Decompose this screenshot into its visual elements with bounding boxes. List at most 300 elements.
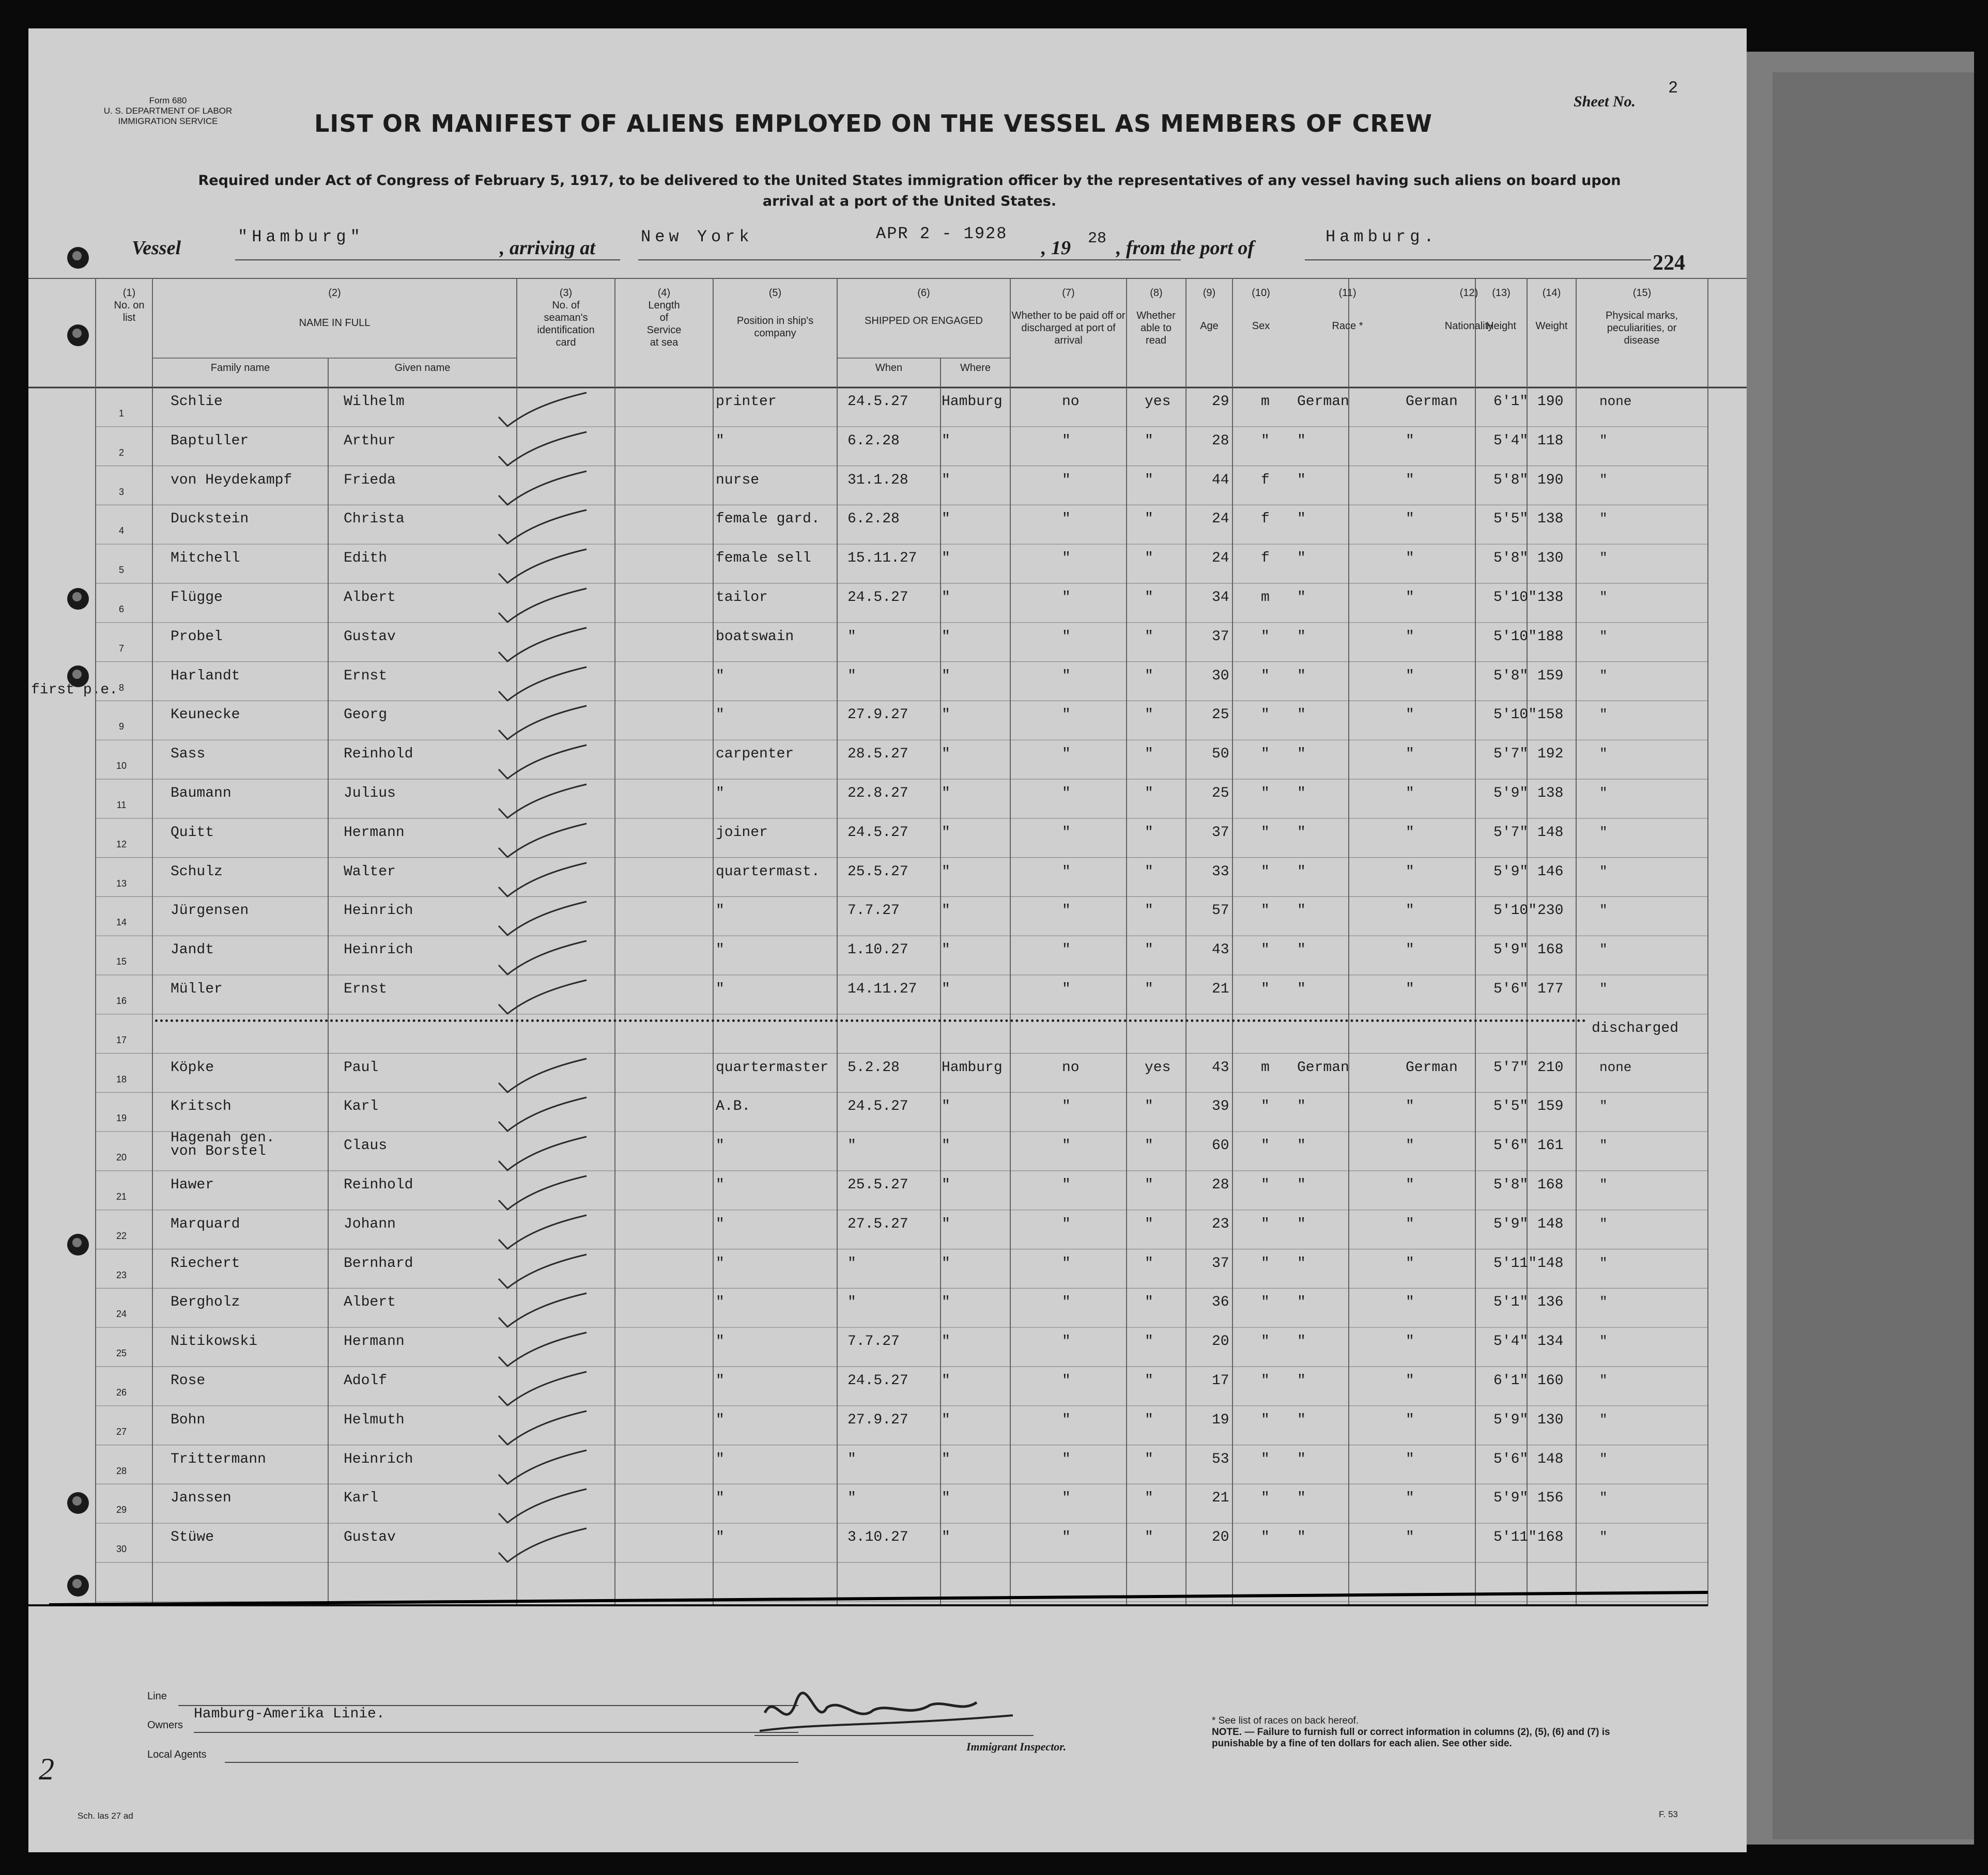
given-name: Karl — [344, 1490, 379, 1507]
height: 5'9" — [1493, 863, 1529, 880]
family-name: Bergholz — [171, 1294, 240, 1311]
check-mark — [496, 1134, 594, 1175]
position: " — [716, 903, 725, 919]
paid-off: " — [1062, 942, 1071, 958]
position: " — [716, 1529, 725, 1546]
height: 6'1" — [1493, 1373, 1529, 1389]
shipped-where: " — [942, 511, 950, 528]
from-label: , from the port of — [1116, 237, 1255, 259]
position: " — [716, 1334, 725, 1350]
position: " — [716, 785, 725, 801]
race: " — [1297, 628, 1306, 645]
shipped-where: " — [942, 903, 950, 919]
given-name: Gustav — [344, 1529, 396, 1546]
physical-marks: " — [1599, 981, 1608, 997]
race: " — [1297, 472, 1306, 488]
paid-off: " — [1062, 432, 1071, 449]
race: " — [1297, 1294, 1306, 1311]
age: 29 — [1212, 394, 1229, 410]
row-number: 7 — [118, 643, 124, 654]
race: " — [1297, 1138, 1306, 1154]
shipped-when: 28.5.27 — [847, 746, 908, 763]
shipped-where: " — [942, 1294, 950, 1311]
row-number: 13 — [116, 878, 127, 889]
local-agents-label: Local Agents — [147, 1749, 207, 1760]
shipped-where: " — [942, 746, 950, 763]
family-name: Schulz — [171, 863, 223, 880]
col2-given-header: Given name — [394, 362, 451, 374]
shipped-where: " — [942, 550, 950, 567]
position: " — [716, 1294, 725, 1311]
age: 17 — [1212, 1373, 1229, 1389]
age: 28 — [1212, 1177, 1229, 1193]
age: 37 — [1212, 628, 1229, 645]
shipped-when: 14.11.27 — [847, 981, 917, 997]
row-number: 15 — [116, 956, 127, 967]
nationality: " — [1406, 1373, 1414, 1389]
col6-where-header: Where — [960, 362, 991, 374]
owners-label: Owners — [147, 1719, 183, 1731]
row-number: 25 — [116, 1348, 127, 1359]
age: 25 — [1212, 707, 1229, 723]
weight: 190 — [1537, 472, 1564, 488]
row-number: 8 — [118, 682, 124, 693]
nationality: " — [1406, 824, 1414, 841]
row-number: 9 — [118, 721, 124, 732]
year-suffix: 28 — [1088, 230, 1107, 247]
given-name: Hermann — [344, 1334, 405, 1350]
paid-off: " — [1062, 628, 1071, 645]
position: " — [716, 668, 725, 684]
nationality: " — [1406, 1334, 1414, 1350]
height: 5'4" — [1493, 1334, 1529, 1350]
row-number: 22 — [116, 1230, 127, 1241]
weight: 130 — [1537, 550, 1564, 567]
age: 23 — [1212, 1216, 1229, 1232]
sex: " — [1261, 1098, 1270, 1115]
age: 20 — [1212, 1334, 1229, 1350]
height: 5'8" — [1493, 668, 1529, 684]
shipped-when: 27.5.27 — [847, 1216, 908, 1232]
paid-off: " — [1062, 511, 1071, 528]
shipped-when: 5.2.28 — [847, 1059, 900, 1076]
age: 20 — [1212, 1529, 1229, 1546]
paid-off: " — [1062, 1255, 1071, 1272]
check-mark — [496, 860, 594, 902]
col1-header: (1) No. on list — [114, 287, 145, 323]
weight: 168 — [1537, 1177, 1564, 1193]
age: 50 — [1212, 746, 1229, 763]
given-name: Walter — [344, 863, 396, 880]
line-label: Line — [147, 1691, 167, 1702]
age: 37 — [1212, 824, 1229, 841]
physical-marks: " — [1599, 432, 1608, 448]
shipped-where: " — [942, 863, 950, 880]
given-name: Wilhelm — [344, 394, 405, 410]
physical-marks: " — [1599, 785, 1608, 801]
vessel-name: "Hamburg" — [238, 227, 364, 246]
weight: 148 — [1537, 1451, 1564, 1467]
vessel-line — [132, 224, 1749, 269]
nationality: German — [1406, 394, 1458, 410]
height: 5'7" — [1493, 746, 1529, 763]
row-number: 27 — [116, 1426, 127, 1437]
race: " — [1297, 1373, 1306, 1389]
col8-header: (8) Whether able to read — [1136, 287, 1176, 346]
physical-marks: " — [1599, 511, 1608, 527]
height: 5'6" — [1493, 1138, 1529, 1154]
sex: f — [1261, 472, 1270, 488]
nationality: " — [1406, 550, 1414, 567]
able-to-read: " — [1145, 472, 1153, 488]
family-name: Rose — [171, 1373, 206, 1389]
given-name: Christa — [344, 511, 405, 528]
sex: " — [1261, 1412, 1270, 1428]
position: " — [716, 707, 725, 723]
col12-header: (12) Nationality — [1444, 287, 1493, 332]
position: printer — [716, 394, 777, 410]
row-number: 19 — [116, 1113, 127, 1124]
sex: " — [1261, 863, 1270, 880]
shipped-where: " — [942, 472, 950, 488]
physical-marks: " — [1599, 903, 1608, 919]
shipped-when: 6.2.28 — [847, 432, 900, 449]
paid-off: no — [1062, 1059, 1080, 1076]
position: " — [716, 1412, 725, 1428]
check-mark — [496, 390, 594, 431]
weight: 148 — [1537, 1216, 1564, 1232]
row-number: 16 — [116, 996, 127, 1006]
given-name: Johann — [344, 1216, 396, 1232]
able-to-read: " — [1145, 1098, 1153, 1115]
age: 33 — [1212, 863, 1229, 880]
able-to-read: " — [1145, 981, 1153, 997]
col11-header: (11) Race * — [1332, 287, 1363, 332]
given-name: Georg — [344, 707, 388, 723]
position: female sell — [716, 550, 811, 567]
check-mark — [496, 1330, 594, 1371]
check-mark — [496, 1252, 594, 1293]
physical-marks: " — [1599, 1529, 1608, 1545]
family-name: Baumann — [171, 785, 232, 801]
col15-header: (15) Physical marks, peculiarities, or disease — [1605, 287, 1678, 346]
age: 24 — [1212, 511, 1229, 528]
check-mark — [496, 1408, 594, 1450]
shipped-when: 7.7.27 — [847, 1334, 900, 1350]
row-number: 5 — [118, 565, 124, 576]
position: " — [716, 1255, 725, 1272]
nationality: " — [1406, 1098, 1414, 1115]
shipped-when: 1.10.27 — [847, 942, 908, 958]
given-name: Arthur — [344, 432, 396, 449]
check-mark — [496, 507, 594, 549]
paid-off: " — [1062, 1373, 1071, 1389]
sex: m — [1261, 394, 1270, 410]
family-name: Baptuller — [171, 432, 249, 449]
shipped-when: " — [847, 1138, 856, 1154]
able-to-read: " — [1145, 903, 1153, 919]
height: 5'7" — [1493, 824, 1529, 841]
row-number: 17 — [116, 1034, 127, 1045]
nationality: " — [1406, 668, 1414, 684]
able-to-read: " — [1145, 1412, 1153, 1428]
able-to-read: " — [1145, 1294, 1153, 1311]
height: 5'9" — [1493, 942, 1529, 958]
form-identifier: Form 680 U. S. DEPARTMENT OF LABOR IMMIGRATION SERVICE — [103, 96, 233, 126]
given-name: Helmuth — [344, 1412, 405, 1428]
shipped-when: 27.9.27 — [847, 707, 908, 723]
date-stamp: APR 2 - 1928 — [876, 224, 1008, 243]
paid-off: " — [1062, 785, 1071, 801]
shipped-when: 24.5.27 — [847, 394, 908, 410]
row-number: 14 — [116, 917, 127, 928]
check-mark — [496, 899, 594, 940]
physical-marks: " — [1599, 590, 1608, 605]
position: " — [716, 942, 725, 958]
paid-off: " — [1062, 1294, 1071, 1311]
age: 28 — [1212, 432, 1229, 449]
physical-marks: " — [1599, 824, 1608, 840]
weight: 146 — [1537, 863, 1564, 880]
check-mark — [496, 1526, 594, 1567]
sex: f — [1261, 511, 1270, 528]
race: " — [1297, 511, 1306, 528]
able-to-read: " — [1145, 511, 1153, 528]
shipped-when: 24.5.27 — [847, 590, 908, 606]
able-to-read: " — [1145, 863, 1153, 880]
nationality: " — [1406, 511, 1414, 528]
scan-mark: 2 — [39, 1752, 54, 1786]
family-name: Schlie — [171, 394, 223, 410]
paid-off: " — [1062, 1177, 1071, 1193]
check-mark — [496, 1056, 594, 1097]
weight: 210 — [1537, 1059, 1564, 1076]
age: 39 — [1212, 1098, 1229, 1115]
check-mark — [496, 1173, 594, 1215]
family-name: Flügge — [171, 590, 223, 606]
sex: " — [1261, 785, 1270, 801]
age: 60 — [1212, 1138, 1229, 1154]
shipped-where: " — [942, 1412, 950, 1428]
sch-code: Sch. las 27 ad — [78, 1811, 133, 1821]
sex: " — [1261, 1177, 1270, 1193]
sex: " — [1261, 1294, 1270, 1311]
position: nurse — [716, 472, 760, 488]
shipped-when: 24.5.27 — [847, 824, 908, 841]
height: 6'1" — [1493, 394, 1529, 410]
race: " — [1297, 785, 1306, 801]
check-mark — [496, 703, 594, 745]
strike-through-line — [155, 1019, 1586, 1022]
weight: 168 — [1537, 1529, 1564, 1546]
shipped-when: " — [847, 1255, 856, 1272]
shipped-where: " — [942, 1490, 950, 1507]
nationality: " — [1406, 1177, 1414, 1193]
shipped-when: 7.7.27 — [847, 903, 900, 919]
col5-header: (5) Position in ship's company — [736, 287, 814, 339]
sex: " — [1261, 1490, 1270, 1507]
col6-header: (6) SHIPPED OR ENGAGED — [865, 287, 983, 327]
height: 5'4" — [1493, 432, 1529, 449]
shipped-where: " — [942, 824, 950, 841]
physical-marks: none — [1599, 394, 1632, 409]
race: " — [1297, 432, 1306, 449]
weight: 156 — [1537, 1490, 1564, 1507]
shipped-where: " — [942, 1255, 950, 1272]
age: 30 — [1212, 668, 1229, 684]
row-number: 6 — [118, 604, 124, 614]
shipped-when: " — [847, 1451, 856, 1467]
shipped-where: " — [942, 942, 950, 958]
able-to-read: " — [1145, 1216, 1153, 1232]
row-number: 10 — [116, 761, 127, 771]
check-mark — [496, 821, 594, 862]
shipped-when: 27.9.27 — [847, 1412, 908, 1428]
race: " — [1297, 1255, 1306, 1272]
position: " — [716, 1177, 725, 1193]
weight: 159 — [1537, 668, 1564, 684]
race: " — [1297, 1216, 1306, 1232]
shipped-when: " — [847, 668, 856, 684]
nationality: " — [1406, 942, 1414, 958]
paid-off: " — [1062, 981, 1071, 997]
physical-marks: " — [1599, 1138, 1608, 1154]
family-name: Janssen — [171, 1490, 232, 1507]
family-name: Sass — [171, 746, 206, 763]
height: 5'1" — [1493, 1294, 1529, 1311]
physical-marks: " — [1599, 942, 1608, 958]
able-to-read: " — [1145, 1138, 1153, 1154]
col10-header: (10) Sex — [1252, 287, 1270, 332]
owners-value: Hamburg-Amerika Linie. — [194, 1706, 385, 1722]
given-name: Ernst — [344, 981, 388, 997]
able-to-read: " — [1145, 628, 1153, 645]
given-name: Heinrich — [344, 1451, 413, 1467]
family-name: Hawer — [171, 1177, 214, 1193]
physical-marks: " — [1599, 1098, 1608, 1114]
shipped-when: 3.10.27 — [847, 1529, 908, 1546]
height: 5'5" — [1493, 511, 1529, 528]
shipped-where: " — [942, 1138, 950, 1154]
weight: 161 — [1537, 1138, 1564, 1154]
check-mark — [496, 1448, 594, 1489]
able-to-read: " — [1145, 668, 1153, 684]
family-name: von Heydekampf — [171, 472, 292, 488]
check-mark — [496, 1095, 594, 1136]
family-name: Duckstein — [171, 511, 249, 528]
shipped-when: " — [847, 1490, 856, 1507]
sex: " — [1261, 432, 1270, 449]
given-name: Adolf — [344, 1373, 388, 1389]
race: " — [1297, 746, 1306, 763]
weight: 148 — [1537, 1255, 1564, 1272]
position: tailor — [716, 590, 768, 606]
position: " — [716, 981, 725, 997]
race: " — [1297, 942, 1306, 958]
physical-marks: " — [1599, 1216, 1608, 1232]
given-name: Hermann — [344, 824, 405, 841]
race: " — [1297, 550, 1306, 567]
age: 43 — [1212, 1059, 1229, 1076]
race: " — [1297, 1098, 1306, 1115]
family-name: Kritsch — [171, 1098, 232, 1115]
shipped-where: Hamburg — [942, 394, 1003, 410]
paid-off: " — [1062, 746, 1071, 763]
height: 5'9" — [1493, 1216, 1529, 1232]
weight: 136 — [1537, 1294, 1564, 1311]
shipped-where: Hamburg — [942, 1059, 1003, 1076]
col4-header: (4) Length of Service at sea — [646, 287, 682, 348]
shipped-when: 6.2.28 — [847, 511, 900, 528]
row-number: 20 — [116, 1152, 127, 1163]
immigrant-inspector-label: Immigrant Inspector. — [966, 1740, 1067, 1753]
position: quartermaster — [716, 1059, 829, 1076]
position: quartermast. — [716, 863, 820, 880]
position: joiner — [716, 824, 768, 841]
paid-off: no — [1062, 394, 1080, 410]
able-to-read: " — [1145, 1490, 1153, 1507]
paid-off: " — [1062, 668, 1071, 684]
race: " — [1297, 1412, 1306, 1428]
physical-marks: " — [1599, 707, 1608, 723]
given-name: Julius — [344, 785, 396, 801]
weight: 230 — [1537, 903, 1564, 919]
physical-marks: " — [1599, 1373, 1608, 1388]
paid-off: " — [1062, 472, 1071, 488]
height: 5'11" — [1493, 1529, 1537, 1546]
paid-off: " — [1062, 550, 1071, 567]
sex: f — [1261, 550, 1270, 567]
shipped-when: 24.5.27 — [847, 1098, 908, 1115]
given-name: Paul — [344, 1059, 379, 1076]
paid-off: " — [1062, 903, 1071, 919]
row-number: 11 — [116, 800, 127, 810]
row-number: 4 — [118, 525, 124, 536]
check-mark — [496, 586, 594, 627]
shipped-when: 22.8.27 — [847, 785, 908, 801]
vessel-label: Vessel — [132, 237, 181, 259]
position: " — [716, 1138, 725, 1154]
family-name: Probel — [171, 628, 223, 645]
position: " — [716, 1451, 725, 1467]
shipped-where: " — [942, 1334, 950, 1350]
col9-header: (9) Age — [1200, 287, 1219, 332]
sex: " — [1261, 1529, 1270, 1546]
race: " — [1297, 903, 1306, 919]
family-name: Müller — [171, 981, 223, 997]
height: 5'7" — [1493, 1059, 1529, 1076]
family-name: Stüwe — [171, 1529, 214, 1546]
manifest-subtitle: Required under Act of Congress of February 5, 1917, to be delivered to the United States immigration officer by the representatives of any vessel having such aliens on board upon arrival at a port of the United States. — [198, 173, 1621, 209]
sex: " — [1261, 746, 1270, 763]
height: 5'11" — [1493, 1255, 1537, 1272]
shipped-when: " — [847, 1294, 856, 1311]
year-prefix: , 19 — [1041, 237, 1071, 259]
shipped-where: " — [942, 1373, 950, 1389]
physical-marks: none — [1599, 1059, 1632, 1075]
family-name: Quitt — [171, 824, 214, 841]
weight: 158 — [1537, 707, 1564, 723]
position: " — [716, 1373, 725, 1389]
from-port: Hamburg. — [1326, 227, 1438, 246]
able-to-read: " — [1145, 707, 1153, 723]
check-mark — [496, 547, 594, 588]
paid-off: " — [1062, 1490, 1071, 1507]
col3-header: (3) No. of seaman's identification card — [537, 287, 595, 348]
shipped-when: 24.5.27 — [847, 1373, 908, 1389]
given-name: Frieda — [344, 472, 396, 488]
age: 44 — [1212, 472, 1229, 488]
